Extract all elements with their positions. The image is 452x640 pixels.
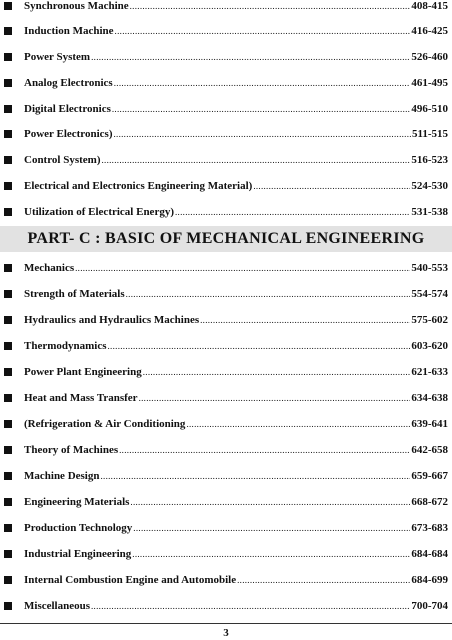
toc-entry-pages: 526-460	[411, 51, 448, 63]
toc-entry-title: Heat and Mass Transfer	[24, 392, 138, 404]
toc-entry-title: Miscellaneous	[24, 600, 90, 612]
toc-entry	[4, 150, 448, 170]
toc-entry	[4, 570, 448, 590]
toc-entry-pages: 416-425	[411, 25, 448, 37]
toc-entry-title: Thermodynamics	[24, 340, 107, 352]
toc-entry	[4, 492, 448, 512]
toc-entry-pages: 461-495	[411, 77, 448, 89]
toc-entry-pages: 511-515	[411, 128, 448, 140]
dot-leader	[108, 341, 411, 352]
toc-entry-title: Industrial Engineering	[24, 548, 132, 560]
bullet-icon	[4, 524, 12, 532]
bullet-icon	[4, 2, 12, 10]
dot-leader	[114, 78, 411, 89]
toc-entry-title: Production Technology	[24, 522, 133, 534]
bullet-icon	[4, 602, 12, 610]
dot-leader	[253, 181, 410, 192]
bullet-icon	[4, 105, 12, 113]
bullet-icon	[4, 420, 12, 428]
bullet-icon	[4, 550, 12, 558]
toc-entry-pages: 575-602	[411, 314, 448, 326]
dot-leader	[186, 419, 410, 430]
dot-leader	[130, 1, 411, 12]
toc-entry-pages: 700-704	[411, 600, 448, 612]
toc-entry	[4, 336, 448, 356]
toc-entry-pages: 659-667	[411, 470, 448, 482]
toc-entry-title: Mechanics	[24, 262, 75, 274]
toc-entry-title: Internal Combustion Engine and Automobile	[24, 574, 237, 586]
toc-entry-title: Engineering Materials	[24, 496, 130, 508]
dot-leader	[237, 575, 410, 586]
toc-entry-title: Induction Machine	[24, 25, 114, 37]
toc-entry-pages: 496-510	[411, 103, 448, 115]
toc-entry-title: Utilization of Electrical Energy)	[24, 206, 174, 218]
bullet-icon	[4, 290, 12, 298]
bullet-icon	[4, 498, 12, 506]
bullet-icon	[4, 156, 12, 164]
toc-entry	[4, 466, 448, 486]
toc-entry-pages: 639-641	[411, 418, 448, 430]
footer-divider	[0, 623, 452, 624]
toc-entry	[4, 258, 448, 278]
toc-entry-title: Power Electronics)	[24, 128, 113, 140]
dot-leader	[143, 367, 411, 378]
toc-entry	[4, 176, 448, 196]
dot-leader	[112, 104, 410, 115]
toc-entry	[4, 544, 448, 564]
toc-entry-pages: 668-672	[411, 496, 448, 508]
dot-leader	[200, 315, 410, 326]
toc-entry-title: Power Plant Engineering	[24, 366, 142, 378]
toc-entry-title: Synchronous Machine	[24, 0, 129, 12]
toc-entry-pages: 684-684	[411, 548, 448, 560]
toc-entry-pages: 684-699	[411, 574, 448, 586]
toc-entry-pages: 603-620	[411, 340, 448, 352]
toc-entry	[4, 414, 448, 434]
toc-entry	[4, 310, 448, 330]
toc-entry-title: Strength of Materials	[24, 288, 125, 300]
toc-entry	[4, 284, 448, 304]
bullet-icon	[4, 182, 12, 190]
dot-leader	[139, 393, 411, 404]
dot-leader	[126, 289, 411, 300]
toc-entry-title: Control System)	[24, 154, 101, 166]
toc-entry	[4, 124, 448, 144]
dot-leader	[91, 52, 410, 63]
toc-entry-title: Power System	[24, 51, 91, 63]
toc-entry-title: (Refrigeration & Air Conditioning	[24, 418, 186, 430]
dot-leader	[101, 155, 410, 166]
page-number: 3	[223, 627, 229, 639]
toc-entry-pages: 524-530	[411, 180, 448, 192]
dot-leader	[132, 549, 410, 560]
bullet-icon	[4, 264, 12, 272]
toc-entry	[4, 596, 448, 616]
toc-entry-pages: 673-683	[411, 522, 448, 534]
toc-entry-pages: 408-415	[411, 0, 448, 12]
toc-entry	[4, 202, 448, 222]
toc-entry-pages: 531-538	[411, 206, 448, 218]
dot-leader	[91, 601, 410, 612]
toc-entry-pages: 540-553	[411, 262, 448, 274]
bullet-icon	[4, 446, 12, 454]
dot-leader	[100, 471, 410, 482]
toc-entry	[4, 388, 448, 408]
toc-entry-pages: 621-633	[411, 366, 448, 378]
bullet-icon	[4, 368, 12, 376]
bullet-icon	[4, 576, 12, 584]
toc-entry	[4, 0, 448, 16]
dot-leader	[115, 26, 411, 37]
toc-entry-title: Digital Electronics	[24, 103, 111, 115]
toc-entry-title: Hydraulics and Hydraulics Machines	[24, 314, 200, 326]
bullet-icon	[4, 53, 12, 61]
dot-leader	[175, 207, 410, 218]
bullet-icon	[4, 208, 12, 216]
bullet-icon	[4, 394, 12, 402]
dot-leader	[113, 129, 410, 140]
bullet-icon	[4, 130, 12, 138]
bullet-icon	[4, 316, 12, 324]
toc-entry-pages: 642-658	[411, 444, 448, 456]
toc-entry	[4, 73, 448, 93]
bullet-icon	[4, 79, 12, 87]
toc-entry-pages: 554-574	[411, 288, 448, 300]
bullet-icon	[4, 27, 12, 35]
toc-entry	[4, 21, 448, 41]
toc-entry-pages: 634-638	[411, 392, 448, 404]
dot-leader	[75, 263, 410, 274]
toc-entry	[4, 47, 448, 67]
bullet-icon	[4, 472, 12, 480]
toc-entry	[4, 362, 448, 382]
toc-entry-title: Machine Design	[24, 470, 100, 482]
toc-entry-pages: 516-523	[411, 154, 448, 166]
toc-entry	[4, 440, 448, 460]
dot-leader	[130, 497, 410, 508]
toc-entry-title: Electrical and Electronics Engineering Material)	[24, 180, 253, 192]
toc-entry	[4, 518, 448, 538]
toc-entry	[4, 99, 448, 119]
toc-entry-title: Theory of Machines	[24, 444, 119, 456]
dot-leader	[133, 523, 410, 534]
dot-leader	[119, 445, 410, 456]
toc-entry-title: Analog Electronics	[24, 77, 113, 89]
bullet-icon	[4, 342, 12, 350]
part-c-heading: PART- C : BASIC OF MECHANICAL ENGINEERING	[0, 226, 452, 252]
